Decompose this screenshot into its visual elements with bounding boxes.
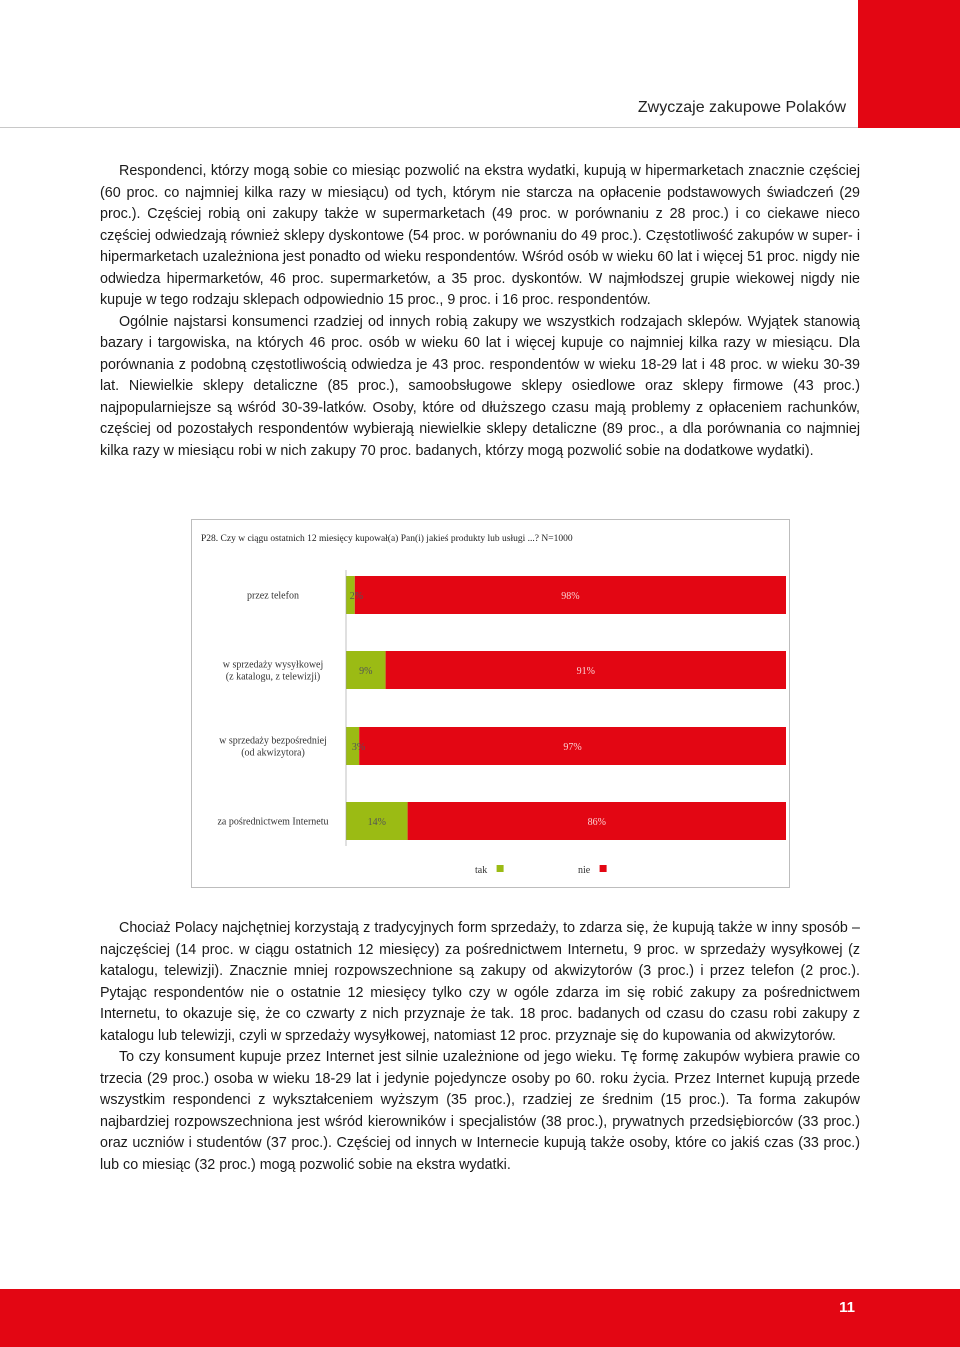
category-label: w sprzedaży wysyłkowej — [222, 659, 324, 671]
legend-label-tak: tak — [475, 865, 488, 876]
outro-paragraph-2: To czy konsument kupuje przez Internet jest silnie uzależnione od jego wieku. Tę formę zakupów wybiera prawie co trzecia (29 proc.) osoba w wieku 18-29 lat i jedynie pojedyncze osoby po 60. roku życia. Przez Internet kupują przede wszystkim respondenci z wykształceniem wyższym (35 proc.), rzadziej ze średnim (15 proc.). Ta forma zakupów najbardziej rozpowszechniona jest wśród kierowników i specjalistów (38 proc.), prywatnych przedsiębiorców (33 proc.) oraz uczniów i studentów (37 proc.). Częściej od innych w Internecie kupują także osoby, które co jakiś czas (33 proc.) lub co miesiąc (32 proc.) mogą pozwolić sobie na ekstra wydatki. — [100, 1049, 860, 1173]
data-label-nie: 91% — [576, 666, 595, 677]
legend-swatch-tak — [497, 865, 504, 872]
data-label-nie: 98% — [561, 591, 580, 602]
intro-paragraph-2: Ogólnie najstarsi konsumenci rzadziej od innych robią zakupy we wszystkich rodzajach sklepów. Wyjątek stanowią bazary i targowiska, na których 46 proc. osób w wieku 60 lat i więcej kupuje co najmniej kilka razy w miesiącu. Dla porównania z podobną częstotliwością odwiedza je 43 proc. respondentów w wieku 18-29 lat i 48 proc. w wieku 30-39 lat. Niewielkie sklepy detaliczne (85 proc.), samoobsługowe sklepy osiedlowe oraz sklepy firmowe (43 proc.) najpopularniejsze są wśród 30-39-latków. Osoby, które od dłuższego czasu mają problemy z opłaceniem rachunków, częściej od pozostałych respondentów wybierają niewielkie sklepy detaliczne (89 proc., a dla porównania co najmniej kilka razy w miesiącu robi w nich zakupy 70 proc. badanych, którzy mogą pozwolić sobie na dodatkowe wydatki). — [100, 313, 860, 459]
page-number: 11 — [839, 1299, 855, 1316]
page-header-title: Zwyczaje zakupowe Polaków — [637, 99, 846, 116]
data-label-nie: 86% — [587, 817, 606, 828]
category-label: (z katalogu, z telewizji) — [225, 671, 321, 683]
intro-text — [100, 161, 860, 462]
stacked-bar-chart — [192, 520, 789, 887]
footer-band — [0, 1289, 960, 1347]
legend-swatch-nie — [600, 865, 607, 872]
category-label: przez telefon — [247, 590, 299, 602]
data-label-tak: 14% — [367, 817, 386, 828]
data-label-nie: 97% — [563, 742, 582, 753]
outro-text — [100, 918, 860, 1176]
chart-frame — [191, 519, 790, 888]
corner-accent-block — [858, 0, 960, 128]
intro-paragraph-1: Respondenci, którzy mogą sobie co miesiąc pozwolić na ekstra wydatki, kupują w hipermarketach znacznie częściej (60 proc. co najmniej kilka razy w miesiącu) od tych, którym nie starcza na opłacenie podstawowych świadczeń (29 proc.). Częściej robią oni zakupy także w supermarketach (49 proc. w porównaniu z 28 proc.) i co ciekawe nieco częściej odwiedzają również sklepy dyskontowe (54 proc. w porównaniu do 49 proc.). Częstotliwość zakupów w super- i hipermarketach uzależniona jest ponadto od wieku respondentów. Wśród osób w wieku 60 lat i więcej 51 proc. nigdy nie odwiedza hipermarketów, 46 proc. supermarketów, a 35 proc. dyskontów. W najmłodszej grupie wiekowej nigdy nie kupuje w tego rodzaju sklepach odpowiednio 15 proc., 9 proc. i 16 proc. respondentów. — [100, 163, 860, 308]
category-label: (od akwizytora) — [241, 747, 305, 759]
category-label: za pośrednictwem Internetu — [217, 816, 329, 828]
legend-label-nie: nie — [578, 865, 591, 876]
data-label-tak: 2% — [349, 591, 364, 602]
header-divider — [0, 127, 858, 128]
data-label-tak: 3% — [351, 742, 366, 753]
chart-title: P28. Czy w ciągu ostatnich 12 miesięcy kupował(a) Pan(i) jakieś produkty lub usługi ...? N=1000 — [201, 534, 573, 544]
data-label-tak: 9% — [359, 666, 373, 677]
outro-paragraph-1: Chociaż Polacy najchętniej korzystają z tradycyjnych form sprzedaży, to zdarza się, że kupują także w inny sposób – najczęściej (14 proc. w ciągu ostatnich 12 miesięcy) za pośrednictwem Internetu, 9 proc. w sprzedaży wysyłkowej (z katalogu, telewizji). Znacznie mniej rozpowszechnione są zakupy od akwizytorów (3 proc.) i przez telefon (2 proc.). Pytając respondentów nie o ostatnie 12 miesięcy tylko czy w ogóle zdarza im się robić zakupy za pośrednictwem Internetu, to okazuje się, że co czwarty z nich przyznaje że tak. 18 proc. badanych od czasu do czasu robi zakupy z katalogu lub telewizji, czyli w sprzedaży wysyłkowej, natomiast 12 proc. przyznaje się do kupowania od akwizytorów. — [100, 920, 860, 1044]
category-label: w sprzedaży bezpośredniej — [219, 735, 327, 747]
